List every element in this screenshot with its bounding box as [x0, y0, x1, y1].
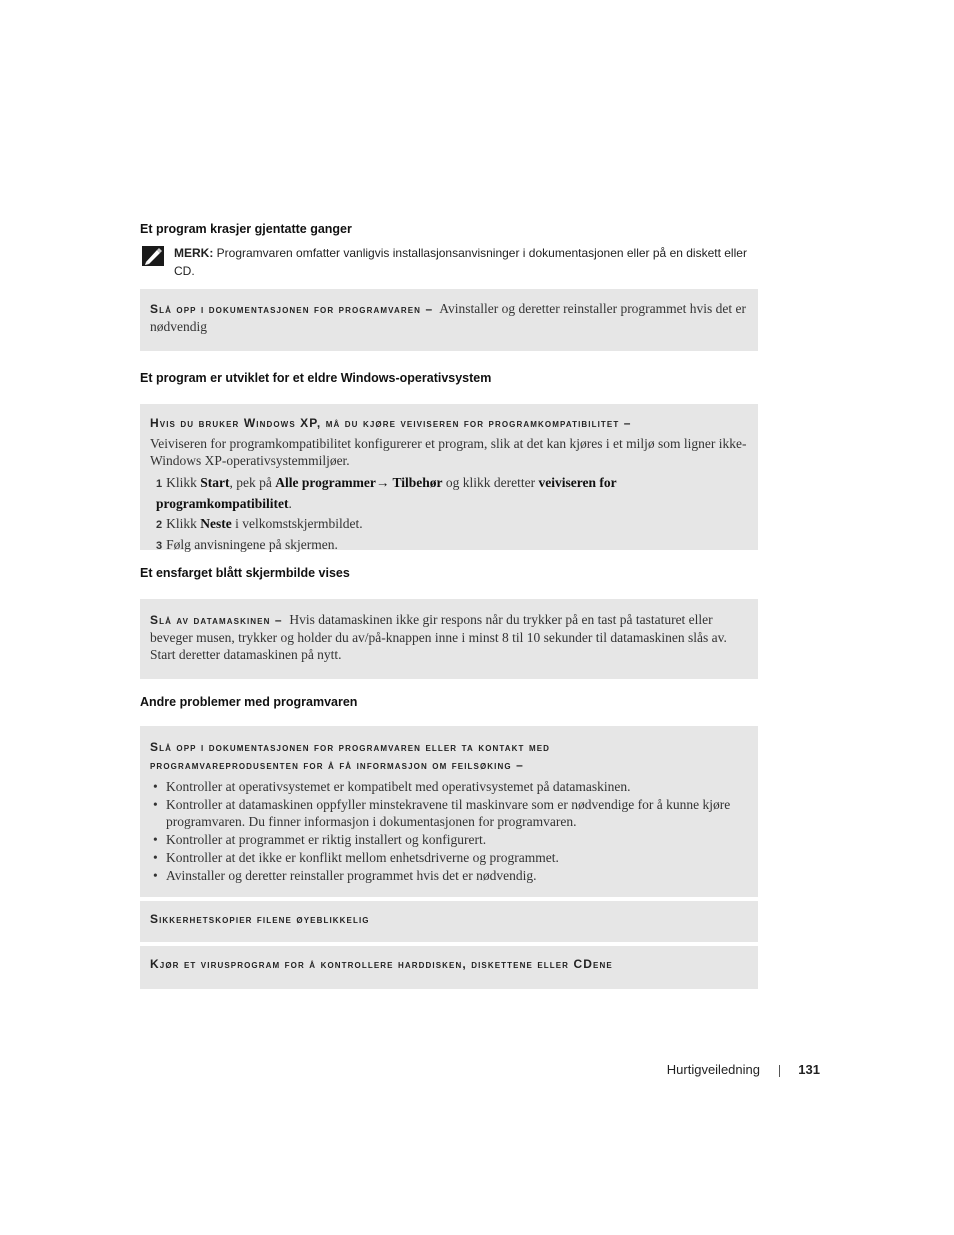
bullet-glyph: • [153, 832, 158, 847]
step-text: Følg anvisningene på skjermen. [166, 537, 338, 552]
bullet-glyph: • [153, 868, 158, 883]
bullet-text: Avinstaller og deretter reinstaller programmet hvis det er nødvendig. [166, 868, 537, 883]
note-label: MERK: [174, 246, 214, 260]
bullets-list [150, 778, 748, 884]
box-text: Hvis datamaskinen ikke gir respons når du trykker på en tast på tastaturet eller beveger musen, trykker og holder du av/på-knappen inne i minst 8 til 10 sekunder til datamaskinen slås av. Start deretter datamaskinen på nytt. [150, 612, 727, 662]
heading-other-problems: Andre problemer med programvaren [140, 695, 358, 709]
bullet-text: Kontroller at programmet er riktig installert og konfigurert. [166, 832, 487, 847]
steps-list [150, 473, 748, 556]
page-footer [600, 1062, 820, 1080]
box-title: Slå opp i dokumentasjonen for programvaren – [150, 302, 434, 316]
bullet-item [150, 849, 748, 866]
note-text [174, 244, 760, 280]
page-number: 131 [798, 1062, 820, 1077]
step-text: og klikk deretter [442, 475, 539, 490]
step-item [150, 473, 748, 514]
step-item [150, 514, 748, 535]
bullet-glyph: • [153, 779, 158, 794]
box-compatibility-wizard [140, 404, 758, 550]
box-title-line2: programvareprodusenten for å få informasjon om feilsøking – [150, 758, 524, 772]
box-title: Slå av datamaskinen – [150, 613, 283, 627]
step-text: , pek på [229, 475, 276, 490]
step-text: Klikk [166, 475, 201, 490]
box-text: Veiviseren for programkompatibilitet konfigurerer et program, slik at det kan kjøres i et miljø som ligner ikke-Windows XP-operativsystemmiljøer. [150, 436, 747, 468]
box-check-documentation-content [150, 300, 748, 335]
box-title-line1: Slå opp i dokumentasjonen for programvaren eller ta kontakt med [150, 740, 551, 754]
bullet-item [150, 831, 748, 848]
box-turn-off-content [150, 611, 748, 663]
step-item [150, 535, 748, 556]
heading-program-crashes: Et program krasjer gjentatte ganger [140, 222, 352, 236]
step-bold: Neste [200, 516, 232, 531]
box-check-documentation [140, 289, 758, 351]
box-turn-off-computer [140, 599, 758, 679]
bullet-glyph: • [153, 797, 158, 812]
note-block [140, 244, 760, 280]
box-contact-manufacturer [140, 726, 758, 897]
box-title: Hvis du bruker Windows XP, må du kjøre veiviseren for programkompatibilitet – [150, 416, 632, 430]
bullet-item [150, 867, 748, 884]
step-bold: Start [200, 475, 230, 490]
pencil-note-icon [142, 246, 164, 266]
box-text: Avinstaller og deretter reinstaller programmet hvis det er nødvendig [150, 301, 747, 334]
bullet-item [150, 778, 748, 795]
bullet-glyph: • [153, 850, 158, 865]
step-number: 2 [156, 519, 163, 531]
footer-separator [779, 1065, 780, 1077]
step-bold: veiviseren for programkompatibilitet [156, 475, 617, 511]
heading-older-windows: Et program er utviklet for et eldre Windows-operativsystem [140, 371, 492, 385]
step-text: i velkomstskjermbildet. [231, 516, 363, 531]
step-text: . [288, 496, 292, 511]
bullet-item [150, 796, 748, 830]
bullet-text: Kontroller at operativsystemet er kompatibelt med operativsystemet på datamaskinen. [166, 779, 631, 794]
step-number: 3 [156, 540, 163, 552]
box-title: Kjør et virusprogram for å kontrollere harddisken, diskettene eller CDene [150, 957, 613, 971]
box-backup-files [140, 901, 758, 942]
step-text: Klikk [166, 516, 201, 531]
box-title: Sikkerhetskopier filene øyeblikkelig [150, 912, 370, 926]
step-number: 1 [156, 478, 163, 490]
footer-title: Hurtigveiledning [666, 1062, 760, 1077]
step-bold: Alle programmer→ Tilbehør [275, 475, 443, 490]
heading-blue-screen: Et ensfarget blått skjermbilde vises [140, 566, 350, 580]
note-body: Programvaren omfatter vanligvis installasjonsanvisninger i dokumentasjonen eller på en diskett eller CD. [174, 246, 747, 278]
box-virus-scan [140, 946, 758, 989]
bullet-text: Kontroller at det ikke er konflikt mellom enhetsdriverne og programmet. [166, 850, 559, 865]
bullet-text: Kontroller at datamaskinen oppfyller minstekravene til maskinvare som er nødvendige for å kunne kjøre programvaren. Du finner informasjon i dokumentasjonen for programvaren. [166, 797, 731, 829]
